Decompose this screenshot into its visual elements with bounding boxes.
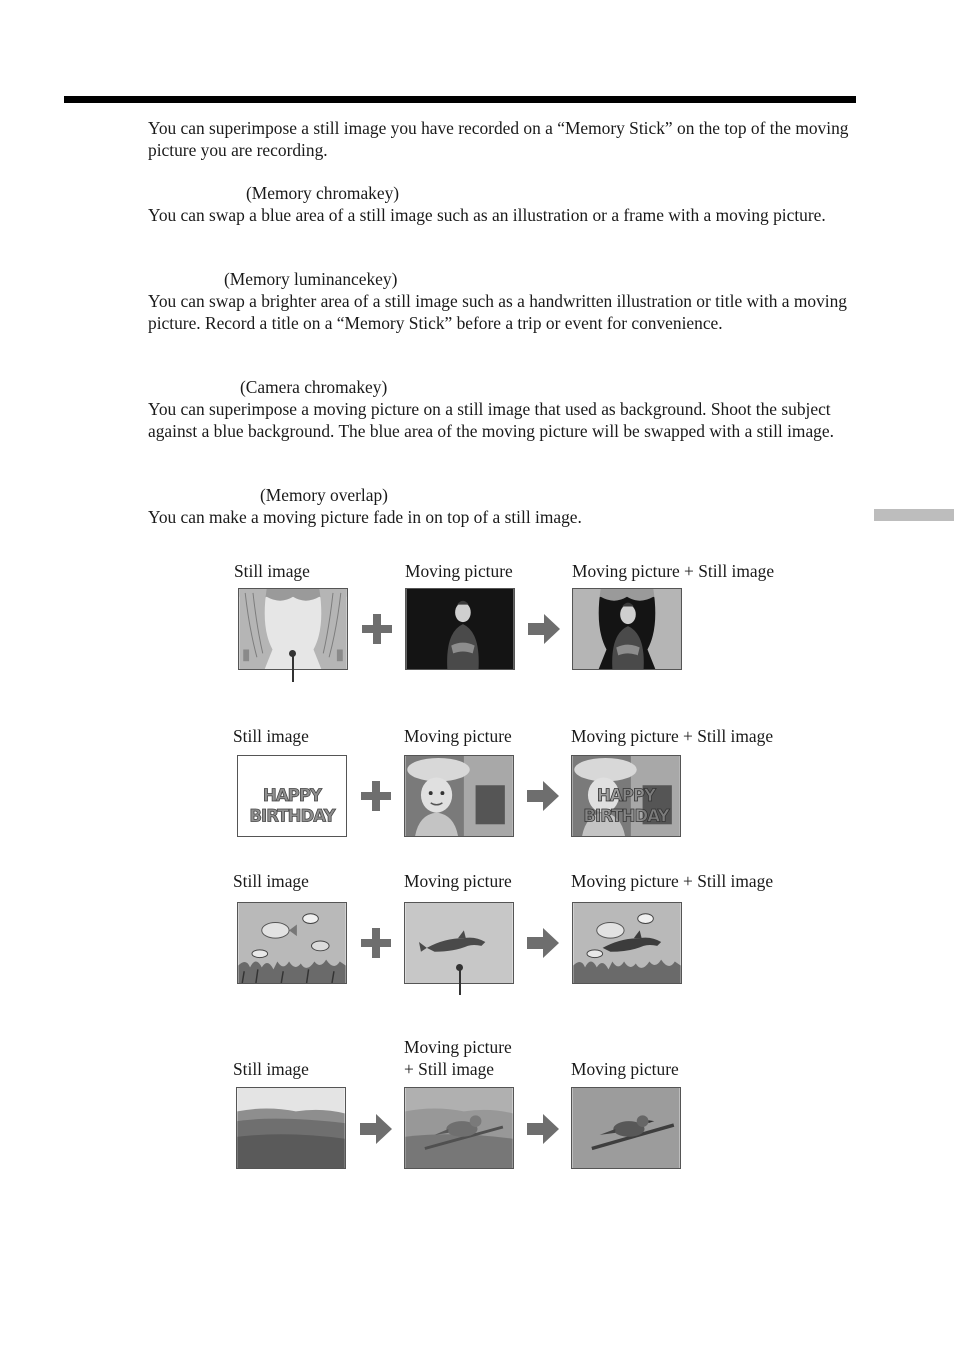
mode-desc-memory-luminancekey: You can swap a brighter area of a still image such as a handwritten illustration or title with a moving picture. Record a title on a “Memory Stick” before a trip or event for convenience. [148,291,848,333]
title-art-line-1: HAPPY [262,785,322,805]
example-2-caption-moving: Moving picture [404,726,512,746]
arrow-right-icon [525,1111,561,1147]
arrow-right-icon [358,1111,394,1147]
singer-photo-image [405,588,515,670]
mode-title-memory-luminancekey: (Memory luminancekey) [224,269,398,289]
mode-title-memory-chromakey: (Memory chromakey) [246,183,400,203]
example-3-caption-result: Moving picture + Still image [571,871,774,891]
intro-paragraph: You can superimpose a still image you have recorded on a “Memory Stick” on the top of the moving picture you are recording. [148,118,849,160]
girl-with-hat-photo-image [404,755,514,837]
example-4-caption-still: Still image [233,1059,309,1079]
example-2-caption-still: Still image [233,726,309,746]
mode-desc-memory-overlap: You can make a moving picture fade in on top of a still image. [148,507,582,527]
header-rule [64,96,856,103]
example-1-caption-result: Moving picture + Still image [572,561,775,581]
example-3-caption-still: Still image [233,871,309,891]
plus-icon [358,925,394,961]
underwater-scene-image [237,902,347,984]
dolphin-underwater-result-image [572,902,682,984]
arrow-right-icon [525,925,561,961]
plus-icon [359,611,395,647]
bird-fading-over-landscape-image [404,1087,514,1169]
example-4-caption-result: Moving picture [571,1059,679,1079]
example-1-caption-still: Still image [234,561,310,581]
example-4-caption-moving-line-1: Moving picture [404,1037,512,1057]
bird-on-branch-photo-image [571,1087,681,1169]
result-title-art-line-1: HAPPY [596,785,656,805]
blue-area-pointer-line [292,654,294,682]
title-art-line-2: BIRTHDAY [249,806,335,826]
girl-with-title-result-image [571,755,681,837]
example-3-caption-moving: Moving picture [404,871,512,891]
singer-on-stage-result-image [572,588,682,670]
plus-icon [358,778,394,814]
mode-desc-camera-chromakey: You can superimpose a moving picture on a still image that used as background. Shoot the subject against a blue background. The blue area of the moving picture will be swapped with a still image. [148,399,834,441]
example-4-caption-moving-line-2: + Still image [404,1059,494,1079]
arrow-right-icon [526,611,562,647]
blue-area-pointer-line [459,968,461,995]
mode-title-memory-overlap: (Memory overlap) [260,485,388,505]
mode-desc-memory-chromakey: You can swap a blue area of a still image such as an illustration or a frame with a moving picture. [148,205,826,225]
example-1-caption-moving: Moving picture [405,561,513,581]
mode-title-camera-chromakey: (Camera chromakey) [240,377,388,397]
chapter-side-tab [874,509,954,521]
landscape-photo-image [236,1087,346,1169]
result-title-art-line-2: BIRTHDAY [583,806,669,826]
arrow-right-icon [525,778,561,814]
example-2-caption-result: Moving picture + Still image [571,726,774,746]
happy-birthday-title-image [237,755,347,837]
